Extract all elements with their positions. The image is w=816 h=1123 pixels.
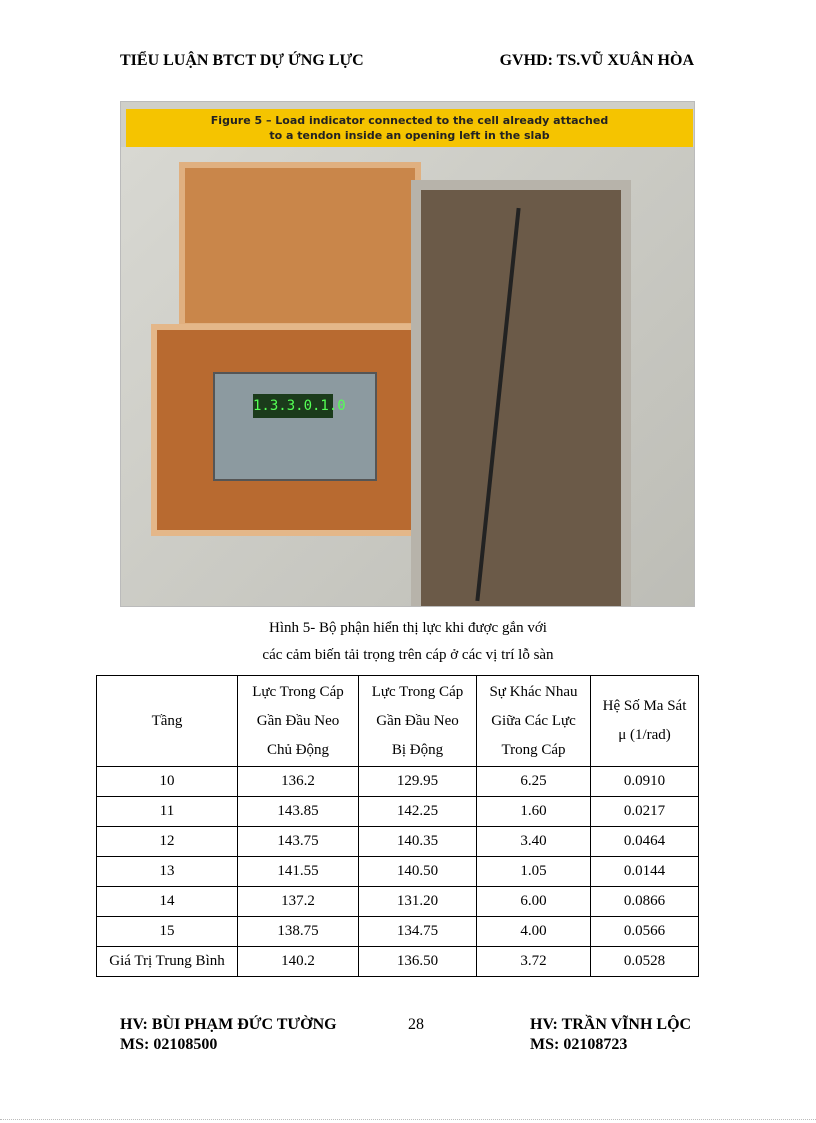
footer-student-1: HV: BÙI PHẠM ĐỨC TƯỜNG <box>120 1016 337 1033</box>
column-header <box>591 676 699 767</box>
table-cell: 0.0144 <box>591 857 699 887</box>
table-cell: 134.75 <box>359 917 477 947</box>
table-cell: 138.75 <box>238 917 359 947</box>
table-row <box>97 827 699 857</box>
friction-table <box>96 675 699 977</box>
banner-line-2: to a tendon inside an opening left in the slab <box>269 129 550 142</box>
table-cell: 136.2 <box>238 767 359 797</box>
figure-banner <box>126 109 693 147</box>
table-cell: 143.85 <box>238 797 359 827</box>
table-cell: 1.60 <box>477 797 591 827</box>
table-cell: 131.20 <box>359 887 477 917</box>
header-line: μ (1/rad) <box>618 727 671 743</box>
table-cell: 142.25 <box>359 797 477 827</box>
table-cell: 140.50 <box>359 857 477 887</box>
footer-student-2: HV: TRẦN VĨNH LỘC <box>530 1016 692 1033</box>
header-line: Lực Trong Cáp <box>252 683 344 700</box>
table-cell: 129.95 <box>359 767 477 797</box>
header-line: Bị Động <box>391 741 444 758</box>
column-header <box>238 676 359 767</box>
footer-id-2: MS: 02108723 <box>530 1036 628 1053</box>
table-cell: 0.0217 <box>591 797 699 827</box>
table-cell: 0.0866 <box>591 887 699 917</box>
table-cell: 3.72 <box>477 947 591 977</box>
header-line: Lực Trong Cáp <box>371 683 464 700</box>
table-cell: Giá Trị Trung Bình <box>97 947 238 977</box>
footer-id-1: MS: 02108500 <box>120 1036 218 1053</box>
table-cell: 140.35 <box>359 827 477 857</box>
banner-line-1: Figure 5 – Load indicator connected to the cell already attached <box>210 114 609 127</box>
table-header-row <box>97 676 699 767</box>
table-cell: 143.75 <box>238 827 359 857</box>
table-row <box>97 797 699 827</box>
table-cell: 14 <box>97 887 238 917</box>
column-header <box>359 676 477 767</box>
table-body <box>97 767 699 977</box>
table-cell: 4.00 <box>477 917 591 947</box>
table-row <box>97 947 699 977</box>
table-cell: 15 <box>97 917 238 947</box>
header-line: Hệ Số Ma Sát <box>602 698 687 714</box>
table-cell: 0.0566 <box>591 917 699 947</box>
table-cell: 136.50 <box>359 947 477 977</box>
header-line: Tầng <box>151 712 183 729</box>
table-row <box>97 887 699 917</box>
table-cell: 0.0464 <box>591 827 699 857</box>
header-line: Gần Đầu Neo <box>256 712 340 729</box>
table-cell: 141.55 <box>238 857 359 887</box>
caption-line-2: các cảm biến tải trọng trên cáp ở các vị trí lỗ sàn <box>262 647 554 663</box>
table-cell: 1.05 <box>477 857 591 887</box>
column-header <box>97 676 238 767</box>
load-indicator <box>213 372 377 481</box>
table-cell: 6.00 <box>477 887 591 917</box>
table-row <box>97 857 699 887</box>
table-cell: 12 <box>97 827 238 857</box>
header-line: Sự Khác Nhau <box>489 683 578 700</box>
page-number: 28 <box>408 1016 424 1033</box>
header-title: TIỂU LUẬN BTCT DỰ ỨNG LỰC <box>120 52 364 69</box>
header-line: Gần Đầu Neo <box>376 712 459 729</box>
box-lid <box>179 162 421 329</box>
table-cell: 6.25 <box>477 767 591 797</box>
table-cell: 140.2 <box>238 947 359 977</box>
table-row <box>97 917 699 947</box>
caption-line-1: Hình 5- Bộ phận hiển thị lực khi được gắn với <box>269 620 547 636</box>
table-row <box>97 767 699 797</box>
page-edge <box>0 1119 816 1120</box>
slab-opening <box>411 180 631 607</box>
column-header <box>477 676 591 767</box>
table-cell: 10 <box>97 767 238 797</box>
lcd-display: 1.3.3.0.1.0 <box>253 394 333 418</box>
header-line: Giữa Các Lực <box>491 712 576 729</box>
table-cell: 3.40 <box>477 827 591 857</box>
table-cell: 137.2 <box>238 887 359 917</box>
header-advisor: GVHD: TS.VŨ XUÂN HÒA <box>499 52 694 69</box>
table-cell: 13 <box>97 857 238 887</box>
header-line: Trong Cáp <box>501 741 566 758</box>
table-cell: 0.0528 <box>591 947 699 977</box>
table-cell: 0.0910 <box>591 767 699 797</box>
header-line: Chủ Động <box>266 741 330 758</box>
table-cell: 11 <box>97 797 238 827</box>
figure-photo <box>120 101 695 607</box>
